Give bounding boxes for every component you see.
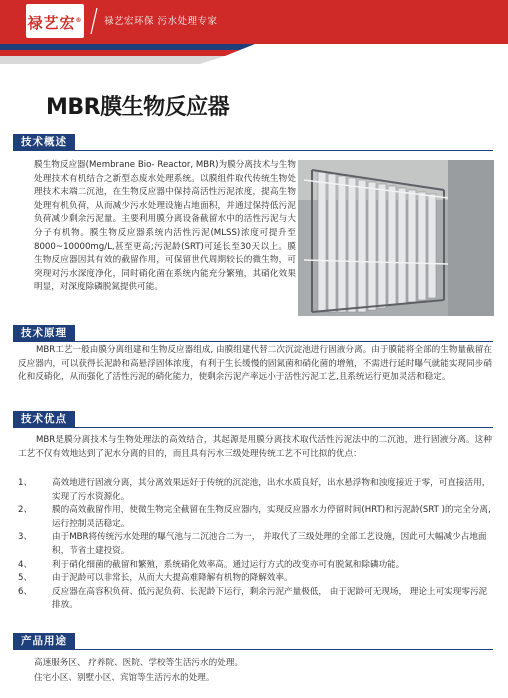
mbr-module-photo: [298, 160, 494, 316]
banner-stripe-decoration: [0, 42, 508, 76]
section-heading: 产品用途: [13, 633, 75, 649]
list-item: 4、 利于硝化细菌的截留和繁殖，系统硝化效率高。通过运行方式的改变亦可有脱氮和除磷功能。: [18, 559, 405, 570]
section-heading: 技术概述: [13, 134, 75, 150]
section-advantages: [0, 411, 508, 429]
banner-divider: [88, 6, 100, 36]
section-overview: [0, 134, 508, 152]
applications-line-1: 高速服务区、 疗养院、医院、学校等生活污水的处理。: [34, 658, 243, 668]
section-principle: [0, 325, 508, 343]
section-applications: [0, 633, 508, 651]
list-item: 6、 反应器在高容积负荷、低污泥负荷、长泥龄下运行，剩余污泥产量极低， 由于泥龄可无现场， 理论上可实现零污泥排放。: [18, 586, 488, 611]
list-item: 1、 高效地进行固液分离，其分离效果远好于传统的沉淀池，出水水质良好，出水悬浮物和浊度接近于零，可直接活用，实现了污水资源化。: [18, 478, 491, 502]
banner-tagline: 禄艺宏环保 污水处理专家: [104, 16, 218, 27]
applications-line-2: 住宅小区、别墅小区、宾馆等生活污水的处理。: [34, 673, 215, 683]
list-item: 2、 膜的高效截留作用，使微生物完全截留在生物反应器内，实现反应器水力停留时间(HRT)和污泥龄(SRT )的完全分离,运行控制灵活稳定。: [18, 505, 491, 529]
section-rule: [13, 150, 493, 151]
list-item: 5、 由于泥龄可以非常长，从而大大提高难降解有机物的降解效率。: [18, 573, 293, 584]
list-item: 3、 由于MBR将传统污水处理的曝气池与二沉池合二为一， 并取代了三级处理的全部工艺设施，因此可大幅减少占地面积，节省土建投资。: [18, 532, 487, 556]
section-rule: [13, 341, 493, 342]
overview-paragraph: 膜生物反应器(Membrane Bio- Reactor, MBR)为膜分离技术与生物处理技术有机结合之新型态废水处理系统。以膜组件取代传统生物处理技术末端二沉池，在生物反应器中保持高活性污泥浓度，提高生物处理有机负荷，从而减少污水处理设施占地面积，并通过保持低污泥负荷减少剩余污泥量。主要利用膜分离设备截留水中的活性污泥与大分子有机物。膜生物反应器系统内活性污泥(MLSS)浓度可提升至8000~10000mg/L,甚至更高;污泥龄(SRT)可延长至30天以上。膜生物反应器因其有效的截留作用，可保留世代周期较长的微生物，可突现对污水深度净化，同时硝化菌在系统内能充分繁殖，其硝化效果明显，对深度除磷脱氮提供可能。: [34, 160, 296, 293]
section-rule: [13, 649, 493, 650]
page-title: MBR膜生物反应器: [46, 95, 230, 120]
section-heading: 技术原理: [13, 325, 75, 341]
principle-paragraph: MBR工艺一般由膜分离组建和生物反应器组成, 由膜组建代替二次沉淀池进行固液分离。由于膜能将全部的生物量截留在反应器内，可以获得长泥龄和高悬浮固体浓度，有利于生长缓慢的固氮菌和硝化菌的增殖，不需进行延时曝气就能实现同步硝化和反硝化，从而强化了活性污泥的硝化能力，使剩余污泥产率远小于活性污泥工艺,且系统运行更加灵活和稳定。: [18, 345, 492, 383]
section-rule: [13, 427, 493, 428]
section-heading: 技术优点: [13, 411, 75, 427]
brand-logo: 禄艺宏®: [26, 4, 84, 38]
advantages-list: [18, 477, 492, 613]
top-banner: [0, 0, 508, 42]
advantages-intro: MBR是膜分离技术与生物处理法的高效结合，其起源是用膜分离技术取代活性污泥法中的二沉池，进行固液分离。这种工艺不仅有效地达到了泥水分离的目的，而且具有污水三级处理传统工艺不可比拟的优点：: [18, 435, 492, 459]
